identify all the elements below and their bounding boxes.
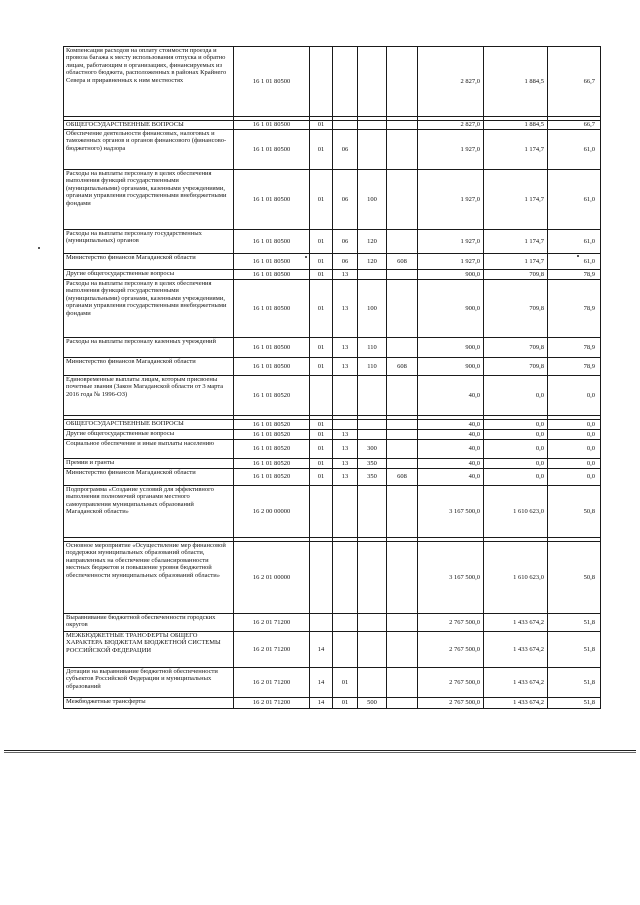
section-cell <box>310 486 333 538</box>
administrator-cell <box>387 632 418 668</box>
actual-amount-cell: 1 174,7 <box>484 230 548 254</box>
expense-type-cell <box>358 130 387 170</box>
actual-amount-cell: 1 610 623,0 <box>484 542 548 614</box>
subsection-cell: 01 <box>333 698 358 709</box>
section-cell: 01 <box>310 469 333 486</box>
expense-type-cell <box>358 376 387 416</box>
subsection-cell: 13 <box>333 469 358 486</box>
administrator-cell <box>387 47 418 117</box>
administrator-cell <box>387 430 418 440</box>
table-row <box>64 614 601 632</box>
plan-amount-cell: 2 827,0 <box>418 47 484 117</box>
percent-cell: 51,8 <box>548 632 601 668</box>
actual-amount-cell: 1 174,7 <box>484 130 548 170</box>
section-cell: 01 <box>310 420 333 430</box>
actual-amount-cell: 1 433 674,2 <box>484 668 548 698</box>
plan-amount-cell: 900,0 <box>418 338 484 358</box>
target-article-cell: 16 1 01 80500 <box>234 280 310 338</box>
subsection-cell: 13 <box>333 270 358 280</box>
target-article-cell: 16 1 01 80520 <box>234 440 310 459</box>
actual-amount-cell: 0,0 <box>484 420 548 430</box>
expense-type-cell: 100 <box>358 280 387 338</box>
section-cell: 01 <box>310 230 333 254</box>
actual-amount-cell: 1 174,7 <box>484 170 548 230</box>
table-row <box>64 459 601 469</box>
scan-speck <box>305 256 307 258</box>
percent-cell: 50,8 <box>548 542 601 614</box>
expense-type-cell: 110 <box>358 338 387 358</box>
subsection-cell <box>333 420 358 430</box>
expense-type-cell: 120 <box>358 254 387 270</box>
row-name-cell: Основное мероприятие «Осуществление мер финансовой поддержки муниципальных образований области, направленных на обеспечение сбалансированности местных бюджетов и повышение уровня бюджетной обеспеченности муниципальных образований области» <box>64 542 234 614</box>
section-cell: 14 <box>310 632 333 668</box>
subsection-cell <box>333 376 358 416</box>
target-article-cell: 16 1 01 80520 <box>234 469 310 486</box>
subsection-cell: 06 <box>333 230 358 254</box>
table-row <box>64 542 601 614</box>
administrator-cell <box>387 170 418 230</box>
actual-amount-cell: 1 433 674,2 <box>484 698 548 709</box>
subsection-cell <box>333 614 358 632</box>
subsection-cell <box>333 121 358 130</box>
table-row <box>64 130 601 170</box>
row-name-cell: Премии и гранты <box>64 459 234 469</box>
subsection-cell: 06 <box>333 254 358 270</box>
row-name-cell: Дотации на выравнивание бюджетной обеспеченности субъектов Российской Федерации и муниципальных образований <box>64 668 234 698</box>
row-name-cell: ОБЩЕГОСУДАРСТВЕННЫЕ ВОПРОСЫ <box>64 420 234 430</box>
subsection-cell: 01 <box>333 668 358 698</box>
row-name-cell: Другие общегосударственные вопросы <box>64 430 234 440</box>
expense-type-cell <box>358 486 387 538</box>
actual-amount-cell: 1 174,7 <box>484 254 548 270</box>
actual-amount-cell: 1 433 674,2 <box>484 614 548 632</box>
plan-amount-cell: 1 927,0 <box>418 130 484 170</box>
actual-amount-cell: 1 884,5 <box>484 47 548 117</box>
actual-amount-cell: 709,8 <box>484 280 548 338</box>
subsection-cell: 13 <box>333 459 358 469</box>
table-row <box>64 632 601 668</box>
table-row <box>64 376 601 416</box>
subsection-cell: 13 <box>333 358 358 376</box>
plan-amount-cell: 40,0 <box>418 469 484 486</box>
row-name-cell: МЕЖБЮДЖЕТНЫЕ ТРАНСФЕРТЫ ОБЩЕГО ХАРАКТЕРА БЮДЖЕТАМ БЮДЖЕТНОЙ СИСТЕМЫ РОССИЙСКОЙ ФЕДЕРАЦИИ <box>64 632 234 668</box>
table-row <box>64 230 601 254</box>
plan-amount-cell: 40,0 <box>418 430 484 440</box>
percent-cell: 51,8 <box>548 698 601 709</box>
plan-amount-cell: 2 767 500,0 <box>418 668 484 698</box>
section-cell: 01 <box>310 430 333 440</box>
percent-cell: 78,9 <box>548 338 601 358</box>
table-row <box>64 668 601 698</box>
expense-type-cell: 500 <box>358 698 387 709</box>
target-article-cell: 16 1 01 80500 <box>234 254 310 270</box>
target-article-cell: 16 1 01 80520 <box>234 420 310 430</box>
table-row <box>64 430 601 440</box>
target-article-cell: 16 1 01 80500 <box>234 358 310 376</box>
section-cell: 01 <box>310 440 333 459</box>
target-article-cell: 16 2 01 00000 <box>234 542 310 614</box>
target-article-cell: 16 2 01 71200 <box>234 632 310 668</box>
expense-type-cell <box>358 47 387 117</box>
administrator-cell <box>387 542 418 614</box>
row-name-cell: Расходы на выплаты персоналу государственных (муниципальных) органов <box>64 230 234 254</box>
target-article-cell: 16 1 01 80520 <box>234 376 310 416</box>
plan-amount-cell: 2 767 500,0 <box>418 632 484 668</box>
plan-amount-cell: 2 767 500,0 <box>418 614 484 632</box>
percent-cell: 51,8 <box>548 614 601 632</box>
percent-cell: 0,0 <box>548 469 601 486</box>
section-cell: 14 <box>310 698 333 709</box>
subsection-cell <box>333 47 358 117</box>
expense-type-cell: 110 <box>358 358 387 376</box>
table-body <box>64 47 601 709</box>
administrator-cell <box>387 668 418 698</box>
scan-speck <box>38 247 40 249</box>
row-name-cell: Расходы на выплаты персоналу казенных учреждений <box>64 338 234 358</box>
plan-amount-cell: 2 767 500,0 <box>418 698 484 709</box>
subsection-cell <box>333 632 358 668</box>
target-article-cell: 16 1 01 80520 <box>234 459 310 469</box>
budget-table <box>63 46 601 709</box>
percent-cell: 50,8 <box>548 486 601 538</box>
table-row <box>64 170 601 230</box>
row-name-cell: Министерство финансов Магаданской области <box>64 358 234 376</box>
subsection-cell: 13 <box>333 430 358 440</box>
actual-amount-cell: 709,8 <box>484 358 548 376</box>
administrator-cell <box>387 230 418 254</box>
percent-cell: 78,9 <box>548 280 601 338</box>
expense-type-cell <box>358 270 387 280</box>
administrator-cell <box>387 459 418 469</box>
expense-type-cell <box>358 542 387 614</box>
row-name-cell: Подпрограмма «Создание условий для эффективного выполнения полномочий органами местного самоуправления муниципальных образований Магаданской области» <box>64 486 234 538</box>
administrator-cell <box>387 270 418 280</box>
target-article-cell: 16 2 01 71200 <box>234 668 310 698</box>
percent-cell: 0,0 <box>548 459 601 469</box>
subsection-cell: 06 <box>333 130 358 170</box>
row-name-cell: Расходы на выплаты персоналу в целях обеспечения выполнения функций государственными (муниципальными) органами, казенными учреждениями, органами управления государственными внебюджетными фондами <box>64 280 234 338</box>
target-article-cell: 16 2 01 71200 <box>234 614 310 632</box>
administrator-cell <box>387 130 418 170</box>
percent-cell: 66,7 <box>548 47 601 117</box>
table-row <box>64 486 601 538</box>
percent-cell: 0,0 <box>548 376 601 416</box>
actual-amount-cell: 709,8 <box>484 338 548 358</box>
section-cell: 01 <box>310 280 333 338</box>
expense-type-cell <box>358 430 387 440</box>
administrator-cell: 608 <box>387 358 418 376</box>
percent-cell: 61,0 <box>548 230 601 254</box>
target-article-cell: 16 1 01 80500 <box>234 270 310 280</box>
percent-cell: 78,9 <box>548 270 601 280</box>
plan-amount-cell: 1 927,0 <box>418 230 484 254</box>
actual-amount-cell: 0,0 <box>484 459 548 469</box>
expense-type-cell: 100 <box>358 170 387 230</box>
table-row <box>64 270 601 280</box>
expense-type-cell: 300 <box>358 440 387 459</box>
page-bottom-rule-shadow <box>4 752 636 753</box>
table-row <box>64 698 601 709</box>
row-name-cell: Другие общегосударственные вопросы <box>64 270 234 280</box>
plan-amount-cell: 40,0 <box>418 459 484 469</box>
percent-cell: 51,8 <box>548 668 601 698</box>
table-row <box>64 280 601 338</box>
target-article-cell: 16 2 00 00000 <box>234 486 310 538</box>
percent-cell: 78,9 <box>548 358 601 376</box>
actual-amount-cell: 0,0 <box>484 376 548 416</box>
percent-cell: 0,0 <box>548 420 601 430</box>
expense-type-cell <box>358 668 387 698</box>
row-name-cell: Обеспечение деятельности финансовых, налоговых и таможенных органов и органов финансового (финансово-бюджетного) надзора <box>64 130 234 170</box>
administrator-cell: 608 <box>387 469 418 486</box>
plan-amount-cell: 3 167 500,0 <box>418 486 484 538</box>
administrator-cell <box>387 280 418 338</box>
administrator-cell <box>387 440 418 459</box>
expense-type-cell <box>358 632 387 668</box>
section-cell <box>310 376 333 416</box>
row-name-cell: Расходы на выплаты персоналу в целях обеспечения выполнения функций государственными (муниципальными) органами, казенными учреждениями, органами управления государственными внебюджетными фондами <box>64 170 234 230</box>
actual-amount-cell: 0,0 <box>484 440 548 459</box>
row-name-cell: Выравнивание бюджетной обеспеченности городских округов <box>64 614 234 632</box>
table-row <box>64 420 601 430</box>
section-cell: 01 <box>310 338 333 358</box>
percent-cell: 66,7 <box>548 121 601 130</box>
actual-amount-cell: 1 433 674,2 <box>484 632 548 668</box>
target-article-cell: 16 1 01 80500 <box>234 338 310 358</box>
administrator-cell <box>387 698 418 709</box>
subsection-cell <box>333 542 358 614</box>
table-row <box>64 121 601 130</box>
administrator-cell <box>387 614 418 632</box>
expense-type-cell: 120 <box>358 230 387 254</box>
actual-amount-cell: 709,8 <box>484 270 548 280</box>
table-row <box>64 254 601 270</box>
section-cell: 01 <box>310 270 333 280</box>
row-name-cell: Единовременные выплаты лицам, которым присвоены почетные звания (Закон Магаданской области от 3 марта 2016 года № 1996-ОЗ) <box>64 376 234 416</box>
row-name-cell: Министерство финансов Магаданской области <box>64 254 234 270</box>
section-cell: 01 <box>310 130 333 170</box>
row-name-cell: Межбюджетные трансферты <box>64 698 234 709</box>
subsection-cell: 13 <box>333 280 358 338</box>
target-article-cell: 16 2 01 71200 <box>234 698 310 709</box>
page-bottom-rule <box>4 750 636 751</box>
expense-type-cell: 350 <box>358 459 387 469</box>
plan-amount-cell: 1 927,0 <box>418 254 484 270</box>
plan-amount-cell: 40,0 <box>418 420 484 430</box>
subsection-cell: 13 <box>333 338 358 358</box>
target-article-cell: 16 1 01 80500 <box>234 130 310 170</box>
expense-type-cell <box>358 420 387 430</box>
row-name-cell: Министерство финансов Магаданской области <box>64 469 234 486</box>
administrator-cell <box>387 486 418 538</box>
plan-amount-cell: 2 827,0 <box>418 121 484 130</box>
administrator-cell: 608 <box>387 254 418 270</box>
subsection-cell <box>333 486 358 538</box>
section-cell <box>310 47 333 117</box>
plan-amount-cell: 1 927,0 <box>418 170 484 230</box>
section-cell: 01 <box>310 254 333 270</box>
section-cell: 01 <box>310 358 333 376</box>
actual-amount-cell: 1 884,5 <box>484 121 548 130</box>
plan-amount-cell: 900,0 <box>418 270 484 280</box>
target-article-cell: 16 1 01 80500 <box>234 230 310 254</box>
expense-type-cell <box>358 614 387 632</box>
plan-amount-cell: 40,0 <box>418 440 484 459</box>
section-cell: 01 <box>310 121 333 130</box>
percent-cell: 61,0 <box>548 130 601 170</box>
actual-amount-cell: 0,0 <box>484 430 548 440</box>
percent-cell: 0,0 <box>548 430 601 440</box>
table-row <box>64 338 601 358</box>
section-cell <box>310 542 333 614</box>
actual-amount-cell: 0,0 <box>484 469 548 486</box>
table-row <box>64 358 601 376</box>
section-cell: 01 <box>310 170 333 230</box>
administrator-cell <box>387 376 418 416</box>
target-article-cell: 16 1 01 80500 <box>234 170 310 230</box>
section-cell: 01 <box>310 459 333 469</box>
target-article-cell: 16 1 01 80500 <box>234 121 310 130</box>
percent-cell: 61,0 <box>548 254 601 270</box>
percent-cell: 61,0 <box>548 170 601 230</box>
administrator-cell <box>387 121 418 130</box>
plan-amount-cell: 3 167 500,0 <box>418 542 484 614</box>
section-cell: 14 <box>310 668 333 698</box>
percent-cell: 0,0 <box>548 440 601 459</box>
expense-type-cell: 350 <box>358 469 387 486</box>
row-name-cell: Компенсация расходов на оплату стоимости проезда и провоза багажа к месту использования отпуска и обратно лицам, работающим в организациях, финансируемых из областного бюджета, расположенных в районах Крайнего Севера и приравненных к ним местностях <box>64 47 234 117</box>
administrator-cell <box>387 338 418 358</box>
administrator-cell <box>387 420 418 430</box>
table-row <box>64 440 601 459</box>
subsection-cell: 13 <box>333 440 358 459</box>
row-name-cell: Социальное обеспечение и иные выплаты населению <box>64 440 234 459</box>
expense-type-cell <box>358 121 387 130</box>
subsection-cell: 06 <box>333 170 358 230</box>
table-row <box>64 47 601 117</box>
section-cell <box>310 614 333 632</box>
scan-speck <box>577 255 579 257</box>
actual-amount-cell: 1 610 623,0 <box>484 486 548 538</box>
plan-amount-cell: 900,0 <box>418 280 484 338</box>
target-article-cell: 16 1 01 80520 <box>234 430 310 440</box>
plan-amount-cell: 900,0 <box>418 358 484 376</box>
table-row <box>64 469 601 486</box>
row-name-cell: ОБЩЕГОСУДАРСТВЕННЫЕ ВОПРОСЫ <box>64 121 234 130</box>
target-article-cell: 16 1 01 80500 <box>234 47 310 117</box>
plan-amount-cell: 40,0 <box>418 376 484 416</box>
